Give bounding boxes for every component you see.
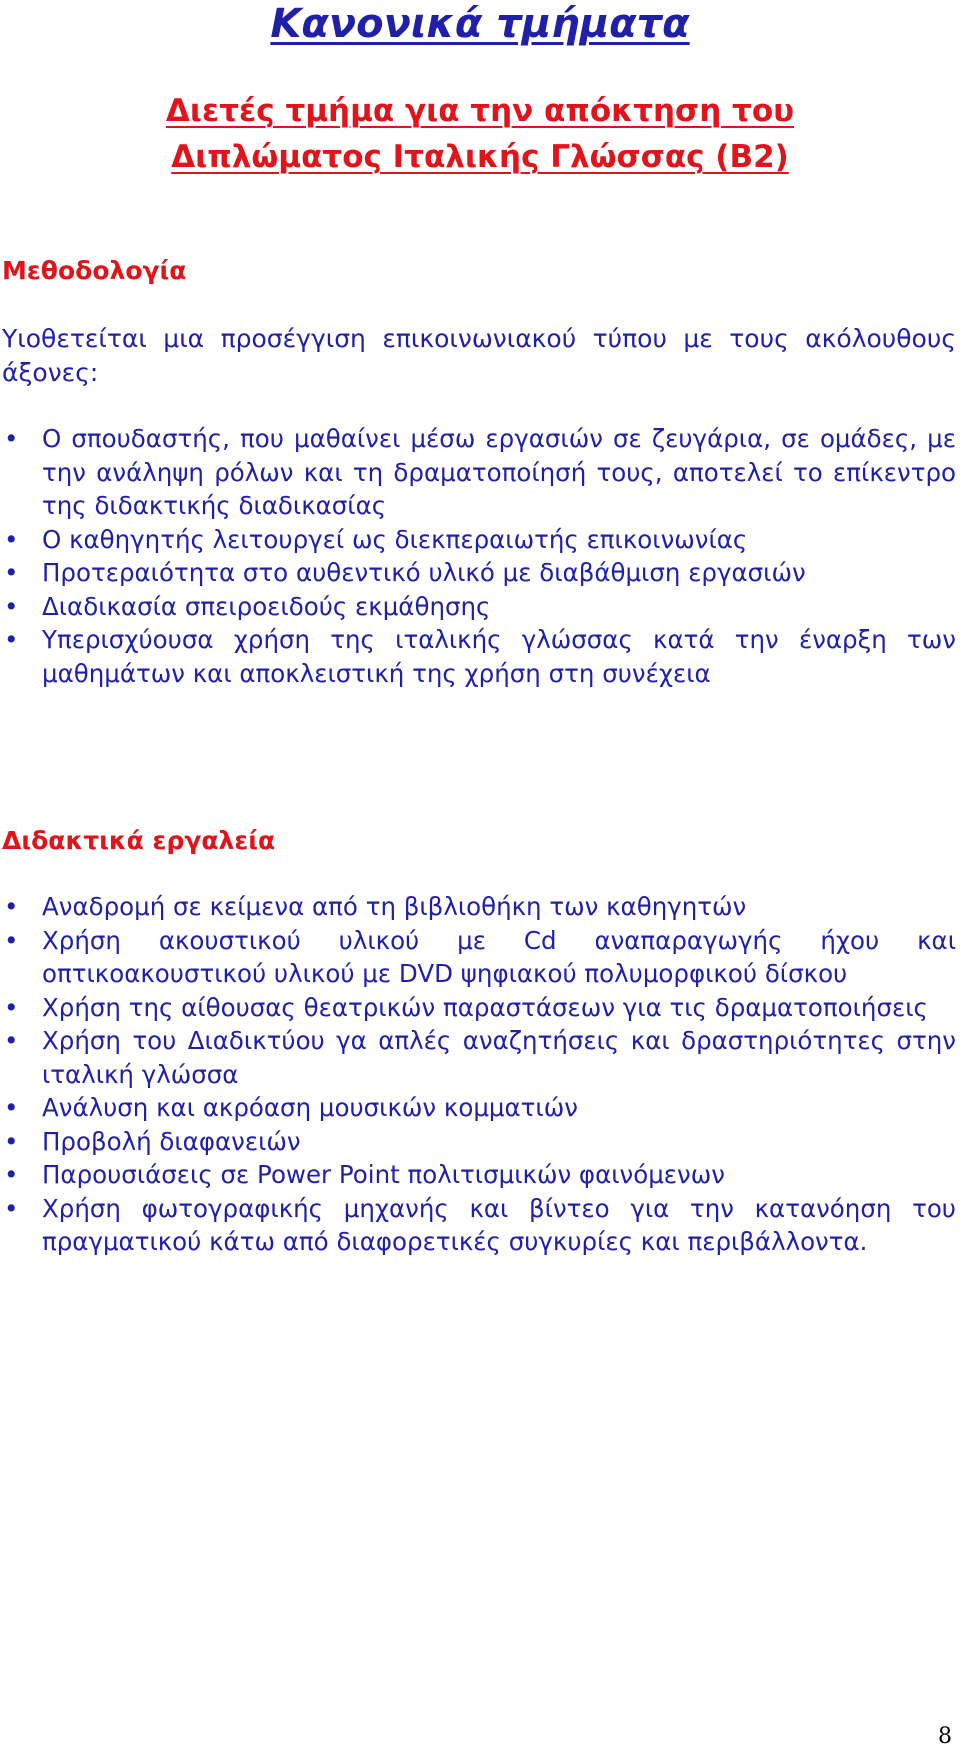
list-item: [0, 523, 956, 557]
list-item-text: Προβολή διαφανειών: [42, 1126, 301, 1156]
list-item-text: Προτεραιότητα στο αυθεντικό υλικό με διαβάθμιση εργασιών: [42, 558, 806, 587]
list-item: [0, 890, 956, 924]
subtitle-line-1: [0, 88, 960, 134]
list-item-text: Χρήση του Διαδικτύου γα απλές αναζητήσεις και δραστηριότητες στην ιταλική γλώσσα: [42, 1026, 956, 1089]
list-item: [0, 1024, 956, 1091]
list-item-text: Αναδρομή σε κείμενα από τη βιβλιοθήκη των καθηγητών: [42, 892, 747, 921]
bullet-icon: •: [4, 1126, 19, 1156]
subtitle-line-2: [0, 134, 960, 180]
list-item: [0, 556, 956, 590]
list-item-text: Διαδικασία σπειροειδούς εκμάθησης: [42, 591, 491, 621]
list-item: [0, 1192, 956, 1259]
page-title-text: Κανονικά τμήματα: [270, 1, 690, 47]
list-item-text: Υπερισχύουσα χρήση της ιταλικής γλώσσας κατά την έναρξη των μαθημάτων και αποκλειστική της χρήση στη συνέχεια: [42, 625, 956, 688]
list-item: [0, 1091, 956, 1125]
bullet-icon: •: [4, 625, 19, 654]
list-item: [0, 623, 956, 690]
page-number: 8: [938, 1724, 952, 1749]
tools-heading: Διδακτικά εργαλεία: [2, 826, 276, 855]
subtitle-line-2-text: Διπλώματος Ιταλικής Γλώσσας (B2): [171, 139, 789, 175]
bullet-icon: •: [4, 1193, 19, 1223]
list-item: [0, 1125, 956, 1159]
methodology-list: [0, 422, 956, 690]
list-item-text: Ο καθηγητής λειτουργεί ως διεκπεραιωτής επικοινωνίας: [42, 524, 748, 554]
subtitle-line-1-text: Διετές τμήμα για την απόκτηση του: [165, 93, 795, 129]
list-item: [0, 924, 956, 991]
methodology-heading: Μεθοδολογία: [2, 256, 187, 285]
page-subtitle: [0, 88, 960, 180]
bullet-icon: •: [4, 591, 19, 621]
list-item-text: Παρουσιάσεις σε Power Point πολιτισμικών φαινόμενων: [42, 1160, 725, 1189]
list-item-text: Ανάλυση και ακρόαση μουσικών κομματιών: [42, 1093, 578, 1122]
bullet-icon: •: [4, 992, 19, 1022]
methodology-intro: Υιοθετείται μια προσέγγιση επικοινωνιακού τύπου με τους ακόλουθους άξονες:: [2, 324, 956, 387]
bullet-icon: •: [4, 558, 19, 587]
bullet-icon: •: [4, 1160, 19, 1189]
list-item-text: Χρήση φωτογραφικής μηχανής και βίντεο για την κατανόηση του πραγματικού κάτω από διαφορετικές συγκυρίες και περιβάλλοντα.: [42, 1193, 956, 1256]
list-item: [0, 991, 956, 1025]
list-item-text: Χρήση ακουστικού υλικού με Cd αναπαραγωγής ήχου και οπτικοακουστικού υλικού με DVD ψηφιακού πολυμορφικού δίσκου: [42, 925, 956, 988]
bullet-icon: •: [4, 524, 19, 554]
list-item: [0, 422, 956, 523]
bullet-icon: •: [4, 1026, 19, 1055]
list-item: [0, 1158, 956, 1192]
list-item: [0, 590, 956, 624]
page-title: [0, 0, 960, 48]
list-item-text: Ο σπουδαστής, που μαθαίνει μέσω εργασιών σε ζευγάρια, σε ομάδες, με την ανάληψη ρόλων και τη δραματοποίησή τους, αποτελεί το επίκεντρο της διδακτικής διαδικασίας: [42, 424, 956, 520]
list-item-text: Χρήση της αίθουσας θεατρικών παραστάσεων για τις δραματοποιήσεις: [42, 992, 928, 1022]
tools-list: [0, 890, 956, 1259]
bullet-icon: •: [4, 424, 19, 453]
bullet-icon: •: [4, 925, 19, 955]
bullet-icon: •: [4, 892, 19, 921]
bullet-icon: •: [4, 1093, 19, 1122]
